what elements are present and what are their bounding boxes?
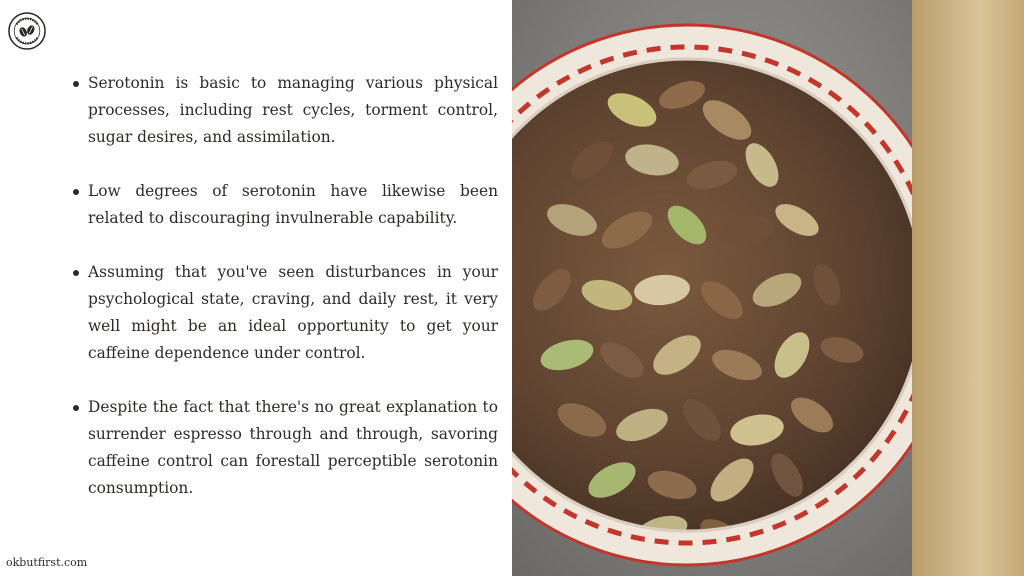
bullet-item: Despite the fact that there's no great explanation to surrender espresso through and through, savoring caffeine control can forestall perceptible serotonin consumption. xyxy=(68,394,498,502)
bullet-item: Serotonin is basic to managing various physical processes, including rest cycles, torment control, sugar desires, and assimilation. xyxy=(68,70,498,151)
website-footer: okbutfirst.com xyxy=(6,556,88,569)
bowl-of-pistachios-image xyxy=(512,0,912,576)
brand-logo-icon xyxy=(8,12,46,50)
bullet-list xyxy=(68,70,498,529)
gold-accent-band xyxy=(912,0,1024,576)
pistachio-bowl-photo xyxy=(512,0,912,576)
bullet-item: Assuming that you've seen disturbances in your psychological state, craving, and daily rest, it very well might be an ideal opportunity to get your caffeine dependence under control. xyxy=(68,259,498,367)
bullet-item: Low degrees of serotonin have likewise been related to discouraging invulnerable capability. xyxy=(68,178,498,232)
